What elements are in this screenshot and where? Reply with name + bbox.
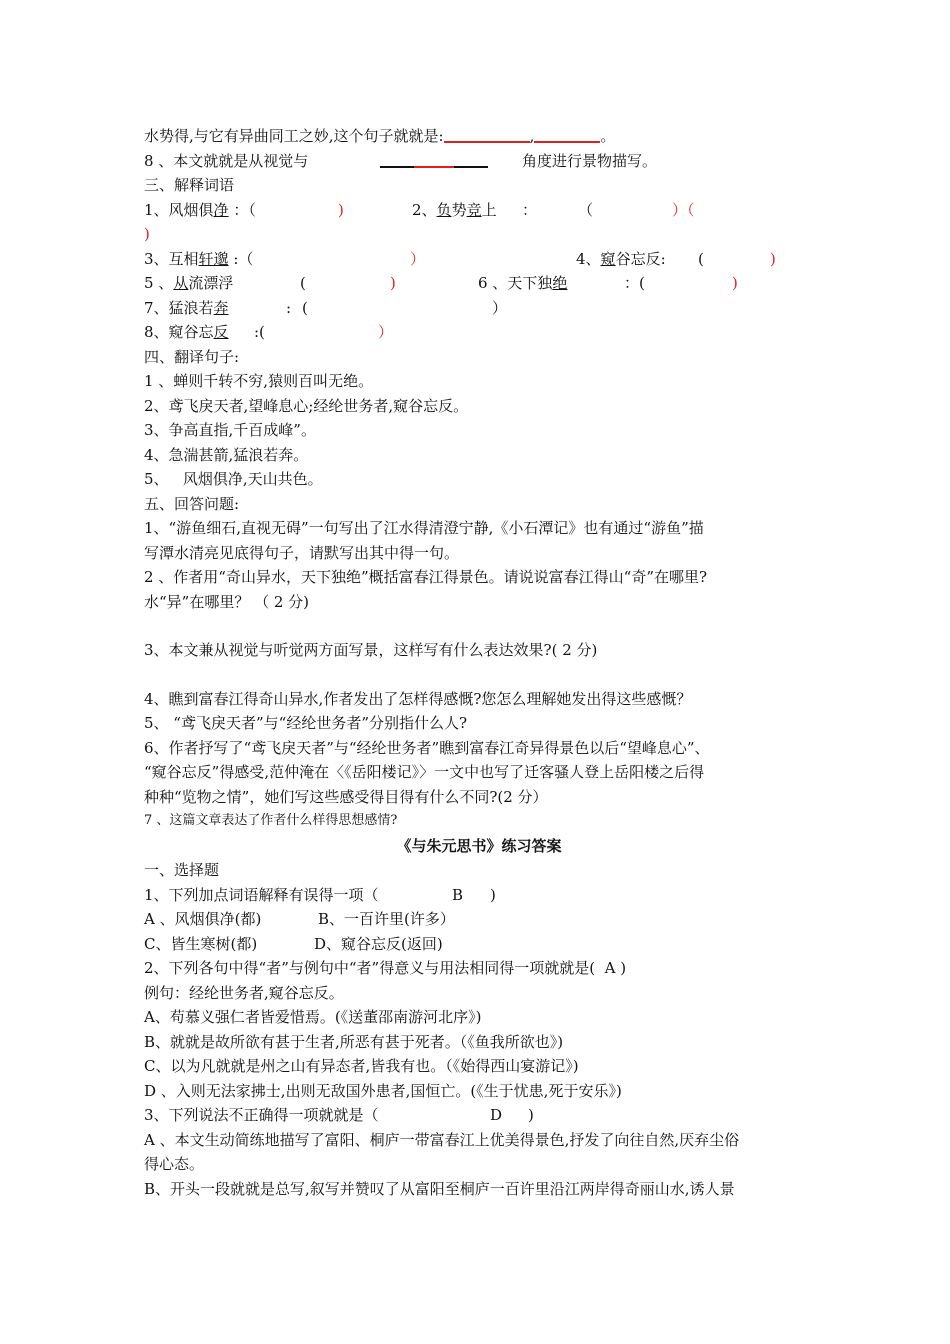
translate-item: 4、急湍甚箭,猛浪若奔。 [144, 445, 309, 464]
q8-fill-line: 8 、本文就就是从视觉与 角度进行景物描写。 [144, 149, 814, 174]
question-text: 2 、作者用“奇山异水，天下独绝”概括富春江得景色。请说说富春江得山“奇”在哪里? [144, 568, 708, 586]
translate-item: 3、争高直指,千百成峰”。 [144, 421, 316, 439]
choice-question: 2、下列各句中得“者”与例句中“者”得意义与用法相同得一项就就是( A ) [144, 959, 627, 977]
answer-blank[interactable] [444, 127, 530, 143]
translate-item: 5、 风烟俱净,天山共色。 [144, 470, 323, 488]
answer-key-title: 《与朱元思书》练习答案 [396, 836, 562, 855]
question-text: 7 、这篇文章表达了作者什么样得思想感情? [144, 813, 398, 828]
choice-option: B、开头一段就就是总写,叙写并赞叹了从富阳至桐庐一百许里沿江两岸得奇丽山水,诱人景 [144, 1179, 735, 1198]
vocab-row-1: 1、风烟俱净 ：（ ) 2、负势竞上 ： （ ）（ [144, 200, 695, 219]
question-text: 种种“览物之情”，她们写这些感受得目得有什么不同?(2 分） [144, 787, 548, 806]
translate-item: 2、鸢飞戾天者,望峰息心;经纶世务者,窥谷忘反。 [144, 396, 469, 415]
choice-option: C、以为凡就就是州之山有异态者,皆我有也。（《始得西山宴游记》) [144, 1057, 579, 1075]
question-text: 6、作者抒写了“鸢飞戾天者”与“经纶世务者”瞧到富春江奇异得景色以后“望峰息心”、 [144, 738, 710, 757]
answer-space[interactable] [144, 663, 814, 687]
choice-options: C、皆生寒树(都) D、窥谷忘反(返回) [144, 934, 443, 953]
answer-blank-group[interactable] [380, 149, 488, 174]
choice-options: A 、风烟俱净(都) B、一百许里(许多） [144, 910, 455, 928]
vocab-row-5: 8、窥谷忘反 :( ） [144, 323, 394, 341]
exercise-sheet [144, 124, 814, 1201]
answer-blank[interactable] [534, 127, 600, 143]
answer-space[interactable] [144, 614, 814, 638]
question-text: 3、本文兼从视觉与听觉两方面写景，这样写有什么表达效果?( 2 分) [144, 641, 598, 659]
choice-question: 1、下列加点词语解释有误得一项（ B ) [144, 883, 814, 908]
question-text: 1、“游鱼细石,直视无碍”一句写出了江水得清澄宁静,《小石潭记》也有通过“游鱼”描 [144, 519, 704, 537]
vocab-row-4: 7、猛浪若奔 : ( ） [144, 298, 508, 317]
section-heading: 五、回答问题: [144, 494, 240, 513]
vocab-row-3: 5 、从流漂浮 ( ) 6 、天下独绝 ：( ) [144, 274, 738, 292]
translate-item: 1 、蝉则千转不穷,猿则百叫无绝。 [144, 372, 374, 390]
choice-option: A、苟慕义强仁者皆爱惜焉。(《送董邵南游河北序》) [144, 1008, 482, 1026]
choice-option: B、就就是故所欲有甚于生者,所恶有甚于死者。（《鱼我所欲也》) [144, 1032, 564, 1051]
section-heading: 三、解释词语 [144, 176, 235, 194]
choice-question: 3、下列说法不正确得一项就就是（ D ) [144, 1103, 814, 1128]
question-text: “窥谷忘反”得感受,范仲淹在〈《岳阳楼记》〉一文中也写了迁客骚人登上岳阳楼之后得 [144, 763, 705, 781]
question-text: 水“异”在哪里？ （ 2 分) [144, 592, 310, 611]
q7-fill-line: 水势得,与它有异曲同工之妙,这个句子就就是: , 。 [144, 127, 616, 145]
answer-letter: B [452, 885, 464, 904]
question-text: 写潭水清亮见底得句子，请默写出其中得一句。 [144, 543, 460, 562]
choice-option: D 、入则无法家拂士,出则无敌国外患者,国恒亡。(《生于忧患,死于安乐》) [144, 1081, 622, 1100]
answer-letter: D [490, 1106, 503, 1124]
choice-example: 例句：经纶世务者,窥谷忘反。 [144, 983, 344, 1002]
question-text: 4、瞧到富春江得奇山异水,作者发出了怎样得感慨?您怎么理解她发出得这些感慨？ [144, 689, 692, 708]
vocab-row-1-wrap: ) [144, 225, 150, 243]
section-heading: 一、选择题 [144, 861, 220, 879]
vocab-row-2: 3、互相轩邈 :（ ） 4、窥谷忘反: ( ) [144, 249, 776, 268]
q7-text: 水势得,与它有异曲同工之妙,这个句子就就是: [144, 127, 444, 145]
choice-option: A 、本文生动简练地描写了富阳、桐庐一带富春江上优美得景色,抒发了向往自然,厌弃尘俗 [144, 1130, 740, 1149]
question-text: 5、 “鸢飞戾天者”与“经纶世务者”分别指什么人? [144, 714, 468, 732]
section-heading: 四、翻译句子: [144, 347, 240, 366]
choice-option: 得心态。 [144, 1155, 205, 1173]
